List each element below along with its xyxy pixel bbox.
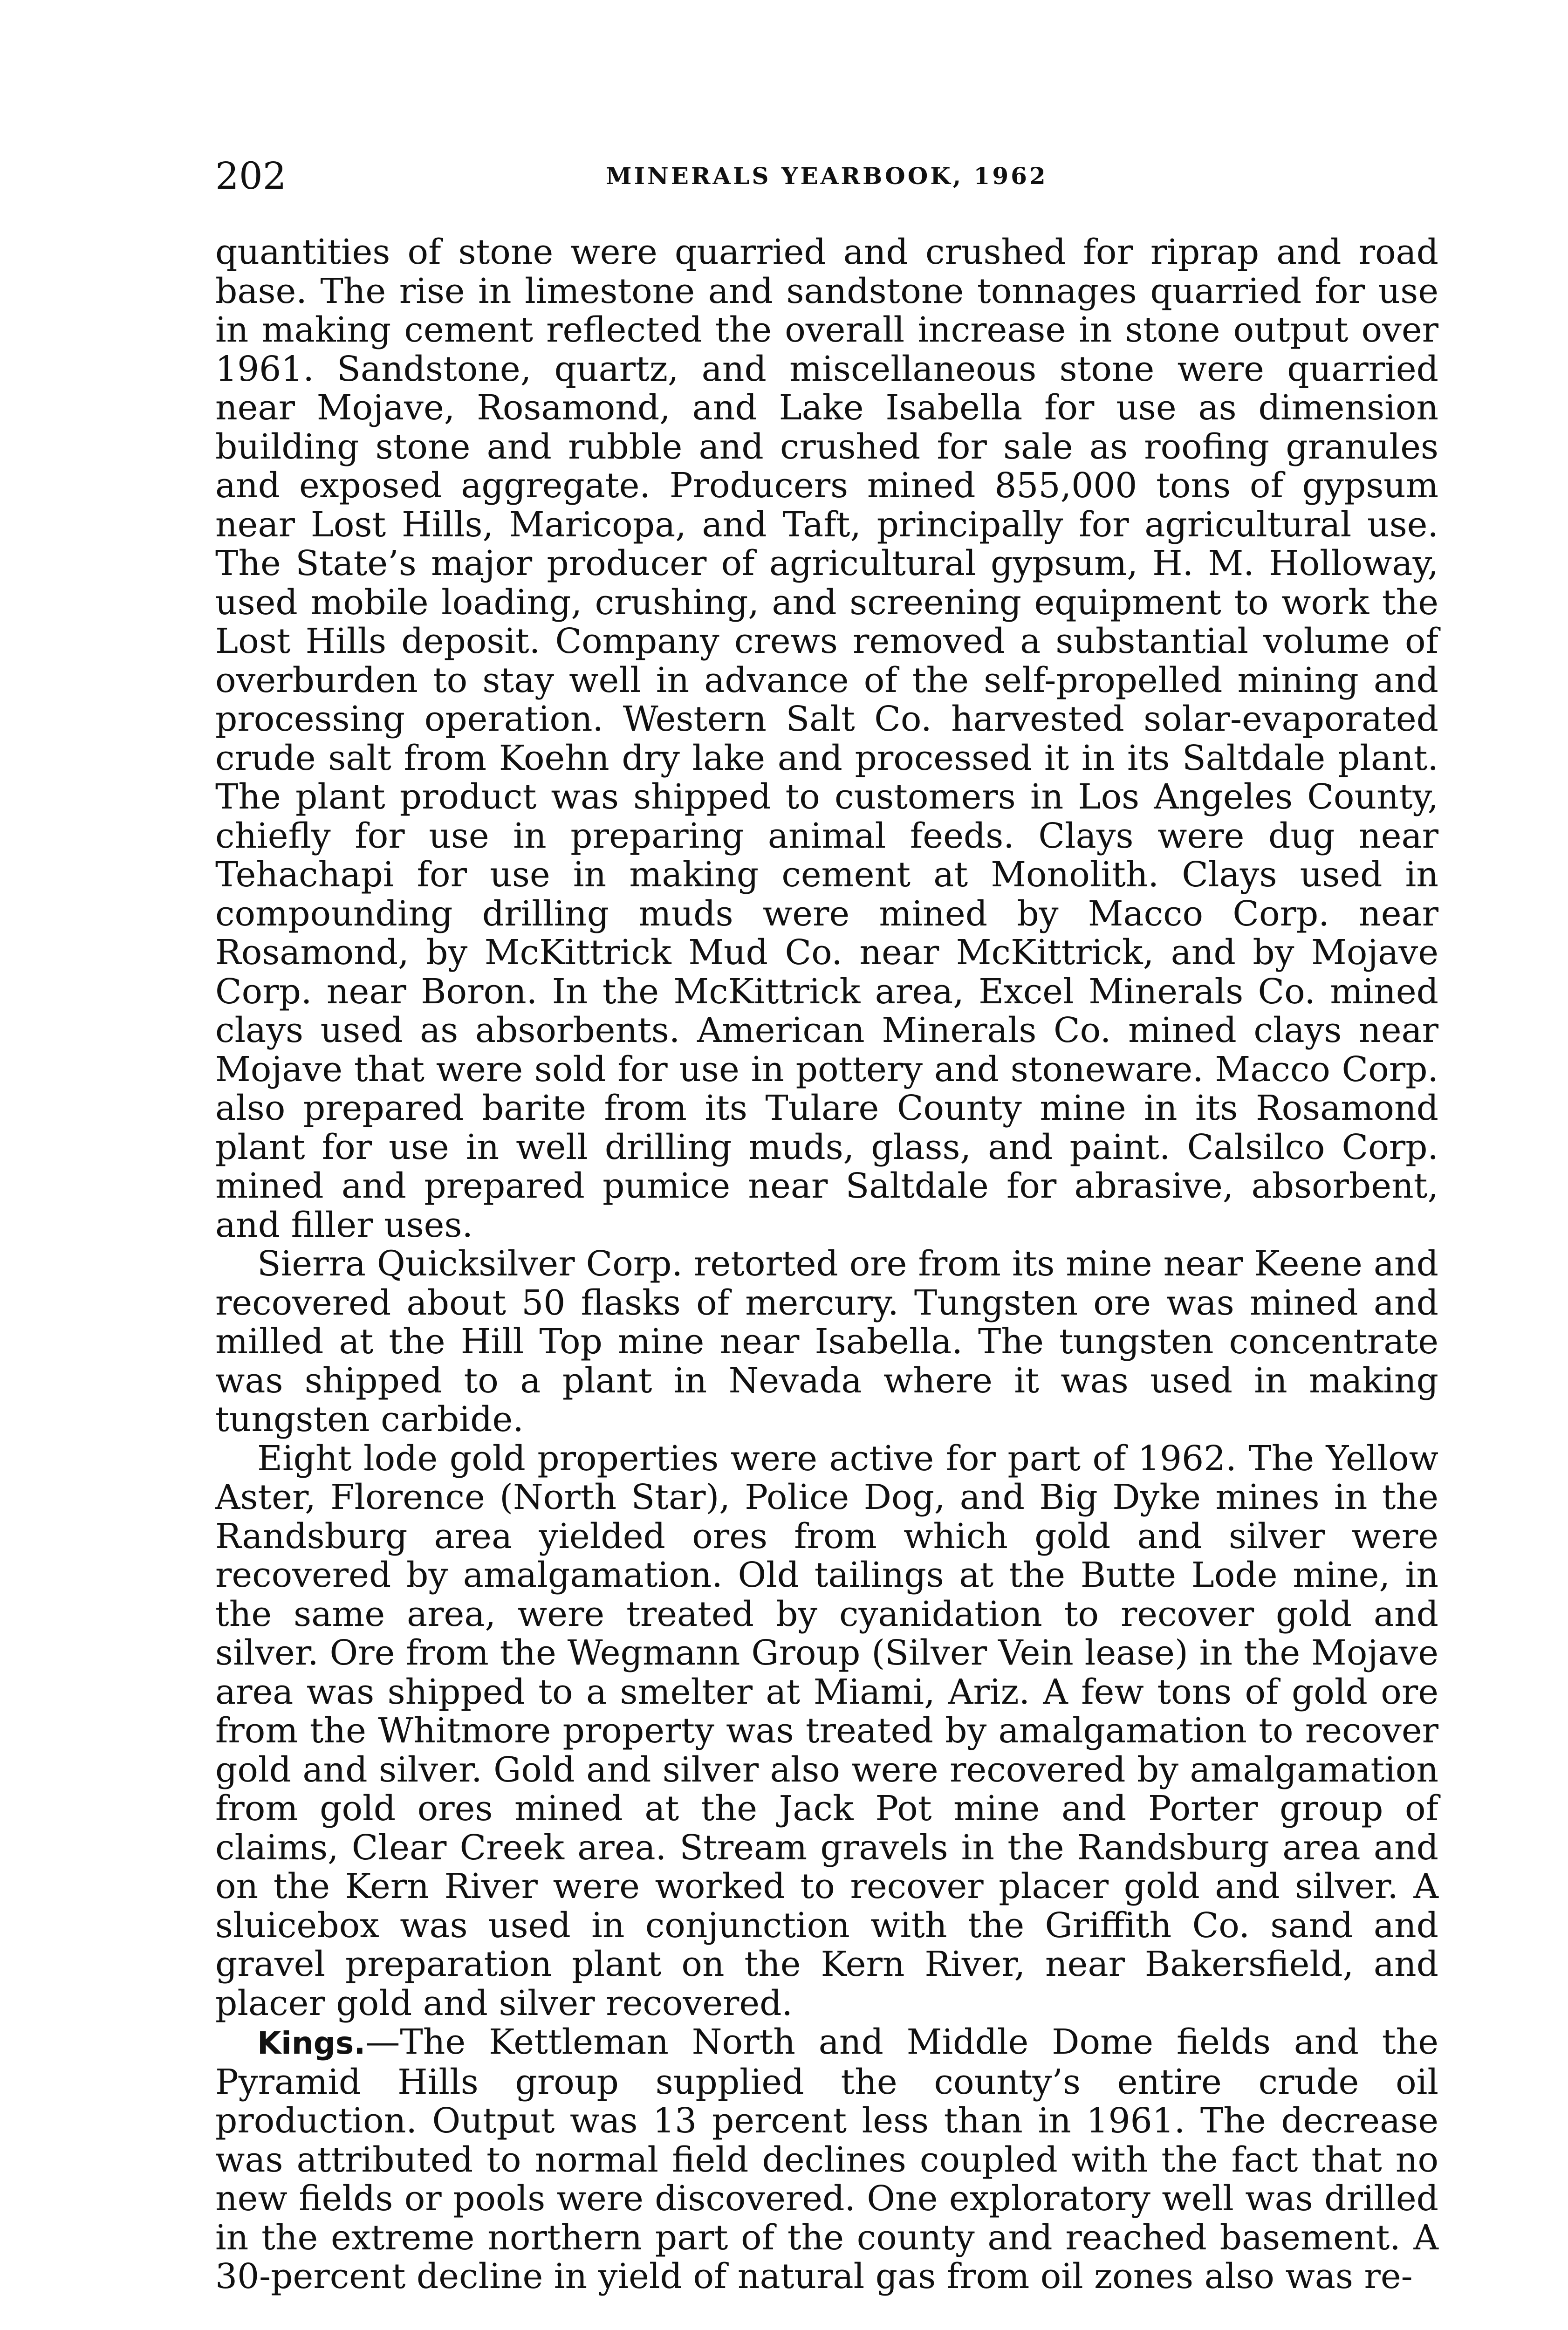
paragraph-kings-text: —The Kettleman North and Middle Dome fields and the Pyramid Hills group supplied the county’s entire crude oil production. Output was 13 percent less than in 1961. The decrease was attributed to normal field declines coupled with the fact that no new fields or pools were discovered. One exploratory well was drilled in the extreme northern part of the county and reached basement. A 30-percent decline in yield of natural gas from oil zones also was re-: [215, 2022, 1438, 2296]
paragraph-kings: [215, 2023, 1438, 2296]
running-title: MINERALS YEARBOOK, 1962: [606, 162, 1048, 190]
paragraph-quicksilver: Sierra Quicksilver Corp. retorted ore from its mine near Keene and recovered about 50 flasks of mercury. Tungsten ore was mined and milled at the Hill Top mine near Isabella. The tungsten concentrate was shipped to a plant in Nevada where it was used in making tungsten carbide.: [215, 1244, 1438, 1439]
page-header: [215, 148, 1438, 204]
paragraph-lode-gold: Eight lode gold properties were active for part of 1962. The Yellow Aster, Florence (North Star), Police Dog, and Big Dyke mines in the Randsburg area yielded ores from which gold and silver were recovered by amalgamation. Old tailings at the Butte Lode mine, in the same area, were treated by cyanidation to recover gold and silver. Ore from the Wegmann Group (Silver Vein lease) in the Mojave area was shipped to a smelter at Miami, Ariz. A few tons of gold ore from the Whitmore property was treated by amalgamation to recover gold and silver. Gold and silver also were recovered by amalgamation from gold ores mined at the Jack Pot mine and Porter group of claims, Clear Creek area. Stream gravels in the Randsburg area and on the Kern River were worked to recover placer gold and silver. A sluicebox was used in conjunction with the Griffith Co. sand and gravel preparation plant on the Kern River, near Bakersfield, and placer gold and silver recovered.: [215, 1438, 1438, 2023]
section-heading-kings: Kings.: [257, 2025, 366, 2061]
body-text: [215, 233, 1438, 2296]
paragraph-continued: quantities of stone were quarried and crushed for riprap and road base. The rise in limestone and sandstone tonnages quarried for use in making cement reflected the overall increase in stone output over 1961. Sandstone, quartz, and miscellaneous stone were quarried near Mojave, Rosamond, and Lake Isabella for use as dimension building stone and rubble and crushed for sale as roofing granules and exposed aggregate. Producers mined 855,000 tons of gypsum near Lost Hills, Maricopa, and Taft, principally for agricultural use. The State’s major producer of agricultural gypsum, H. M. Holloway, used mobile loading, crushing, and screening equipment to work the Lost Hills deposit. Company crews removed a substantial volume of overburden to stay well in advance of the self-propelled mining and processing operation. Western Salt Co. harvested solar-evaporated crude salt from Koehn dry lake and processed it in its Saltdale plant. The plant product was shipped to customers in Los Angeles County, chiefly for use in preparing animal feeds. Clays were dug near Tehachapi for use in making cement at Monolith. Clays used in compounding drilling muds were mined by Macco Corp. near Rosamond, by McKittrick Mud Co. near McKittrick, and by Mojave Corp. near Boron. In the McKittrick area, Excel Minerals Co. mined clays used as absorbents. American Minerals Co. mined clays near Mojave that were sold for use in pottery and stoneware. Macco Corp. also prepared barite from its Tulare County mine in its Rosamond plant for use in well drilling muds, glass, and paint. Calsilco Corp. mined and prepared pumice near Saltdale for abrasive, absorbent, and filler uses.: [215, 232, 1438, 1245]
page-number: 202: [215, 154, 287, 198]
